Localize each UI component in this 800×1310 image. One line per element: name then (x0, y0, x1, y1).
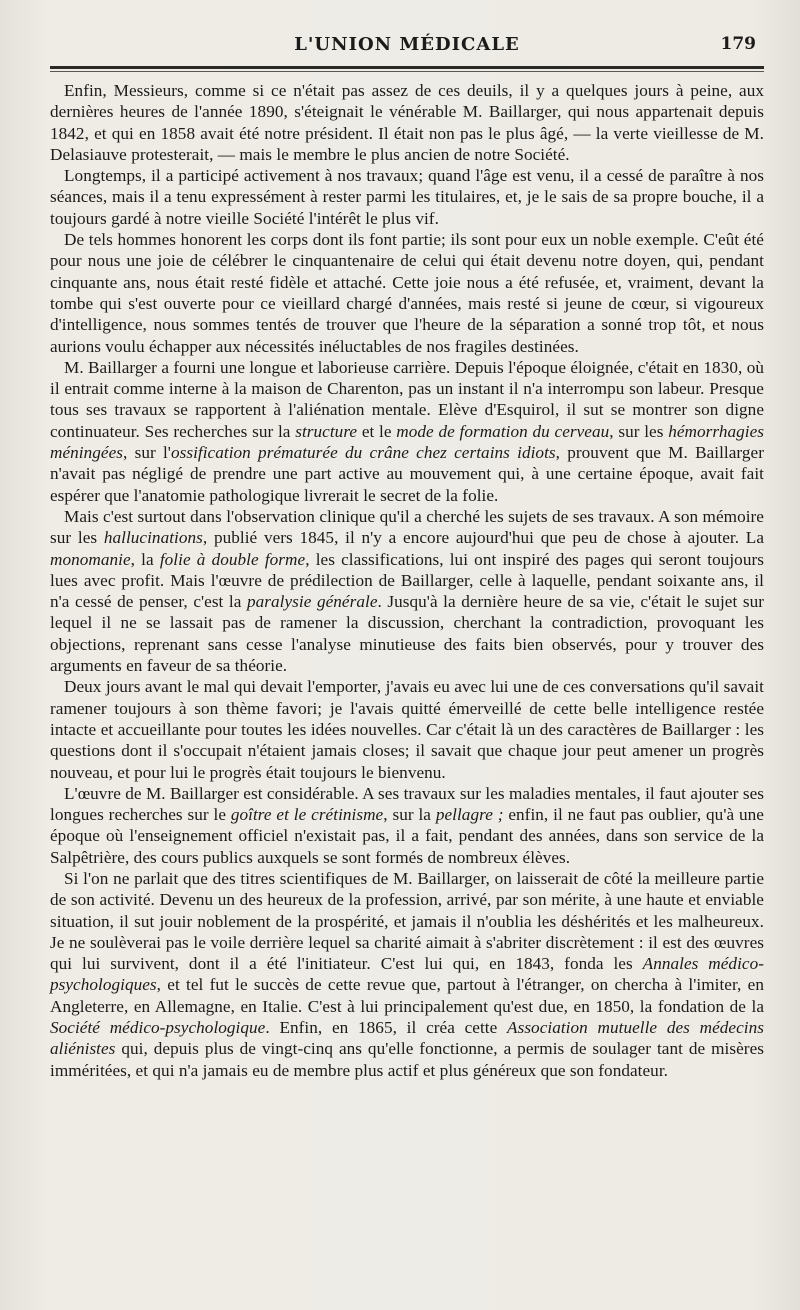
text-run: . Jusqu'à la dernière heure de sa vie, c'était le sujet sur lequel il ne se lassait pas de ramener la discussion, cherchant la contradiction, provoquant les objections, reprenant sans cesse l'analyse minutieuse des faits bien observés, pour y trouver des arguments en faveur de sa théorie. (50, 592, 765, 676)
paragraph (50, 80, 764, 165)
page-number: 179 (720, 34, 756, 54)
italic-text: hallucinations (103, 528, 203, 548)
italic-text: mode de formation du cerveau (396, 421, 610, 441)
italic-text: hémorrhagies méningées (50, 421, 764, 463)
header-rule (50, 66, 764, 69)
italic-text: structure (295, 421, 358, 441)
text-run: , la (130, 549, 160, 569)
text-run: Mais c'est surtout dans l'observation clinique qu'il a cherché les sujets de ses travaux. A son mémoire sur les (50, 506, 764, 548)
text-run: De tels hommes honorent les corps dont ils font partie; ils sont pour eux un noble exemple. C'eût été pour nous une joie de célébrer le cinquantenaire de celui qui était devenu notre doyen, qui, pendant cinquante ans, nous était resté fidèle et attaché. Cette joie nous a été refusée, et, vraiment, devant la tombe qui s'est ouverte pour ce vieillard chargé d'années, mais resté si jeune de cœur, si vigoureux d'intelligence, nous sommes tentés de trouver que l'heure de la séparation a sonné trop tôt, et nous aurions voulu échapper aux nécessités inéluctables de nos fragiles destinées. (50, 230, 764, 356)
italic-text: ossification prématurée du crâne chez certains idiots (170, 443, 556, 463)
paragraph (50, 868, 764, 1081)
paragraph (50, 357, 764, 506)
text-run: , publié vers 1845, il n'y a encore aujourd'hui que peu de chose à ajouter. La (202, 528, 764, 548)
text-run: , prouvent que M. Baillarger n'avait pas négligé de prendre une part active au mouvement qui, à une certaine époque, avait fait espérer que l'anatomie pathologique livrerait le secret de la folie. (50, 443, 764, 505)
text-run: et le (357, 421, 397, 441)
running-head (50, 30, 764, 62)
text-run: , sur l' (123, 443, 171, 463)
text-run: qui, depuis plus de vingt-cinq ans qu'elle fonctionne, a permis de soulager tant de misères imméritées, et qui n'a jamais eu de membre plus actif et plus généreux que son fondateur. (50, 1039, 764, 1080)
text-run: , sur la (383, 805, 436, 825)
italic-text: pellagre ; (435, 805, 504, 825)
text-run: , les classifications, lui ont inspiré des pages qui seront toujours lues avec profit. Mais l'œuvre de prédilection de Baillarger, celle à laquelle, pendant soixante ans, il n'a cessé de penser, c'est la (50, 549, 764, 612)
text-run: Si l'on ne parlait que des titres scientifiques de M. Baillarger, on laisserait de côté la meilleure partie de son activité. Devenu un des heureux de la profession, arrivé, par son mérite, à une haute et enviable situation, il sut jouir noblement de la prospérité, et jamais il n'oublia les déshérités et les malheureux. Je ne soulèverai pas le voile derrière lequel sa charité aimait à s'abriter discrètement : il est des œuvres qui lui survivent, dont il a été l'initiateur. C'est lui qui, en 1843, fonda les (50, 868, 764, 974)
text-run: M. Baillarger a fourni une longue et laborieuse carrière. Depuis l'époque éloignée, c'était en 1830, où il entrait comme interne à la maison de Charenton, pas un instant il n'a interrompu son labeur. Presque tous ses travaux se rapportent à l'aliénation mentale. Elève d'Esquirol, il sut se montrer son digne continuateur. Ses recherches sur la (50, 357, 764, 441)
italic-text: folie à double forme (159, 549, 306, 569)
article-body (50, 80, 764, 1081)
text-run: Enfin, Messieurs, comme si ce n'était pas assez de ces deuils, il y a quelques jours à peine, aux dernières heures de l'année 1890, s'éteignait le vénérable M. Baillarger, qui nous appartenait depuis 1842, et qui en 1858 avait été notre président. Il était non pas le plus âgé, — la verte vieillesse de M. Delasiauve protesterait, — mais le membre le plus ancien de notre Société. (50, 81, 764, 164)
italic-text: Annales médico-psychologiques (50, 954, 764, 995)
italic-text: goître et le crétinisme (230, 805, 384, 825)
paragraph (50, 783, 764, 868)
journal-title: L'UNION MÉDICALE (294, 34, 520, 55)
paragraph (50, 165, 764, 229)
text-run: enfin, il ne faut pas oublier, qu'à une époque où l'enseignement officiel n'existait pas, il a fait, pendant des années, dans son service de la Salpêtrière, des cours publics auxquels se sont formés de nombreux élèves. (50, 805, 764, 867)
italic-text: paralysie générale (247, 592, 378, 612)
text-run: . Enfin, en 1865, il créa cette (265, 1018, 508, 1038)
paragraph (50, 676, 764, 782)
italic-text: monomanie (50, 549, 131, 569)
text-run: Deux jours avant le mal qui devait l'emporter, j'avais eu avec lui une de ces conversations qu'il savait ramener toujours à son thème favori; je l'avais quitté émerveillé de cette belle intelligence restée intacte et accueillante pour toutes les idées nouvelles. Car c'était là un des caractères de Baillarger : les questions dont il s'occupait n'étaient jamais closes; il savait que chaque jour peut amener un progrès nouveau, et pour lui le progrès était toujours le bienvenu. (50, 677, 764, 782)
paragraph (50, 506, 764, 676)
text-run: , et tel fut le succès de cette revue que, partout à l'étranger, on chercha à l'imiter, en Angleterre, en Allemagne, en Italie. C'est à lui principalement qu'est due, en 1850, la fondation de la (50, 975, 764, 1016)
header-rule-thin (50, 71, 764, 72)
text-run: Longtemps, il a participé activement à nos travaux; quand l'âge est venu, il a cessé de paraître à nos séances, mais il a tenu expressément à rester parmi les titulaires, et, je le sais de sa propre bouche, il a toujours gardé à notre vieille Société l'intérêt le plus vif. (50, 166, 764, 228)
text-run: L'œuvre de M. Baillarger est considérable. A ses travaux sur les maladies mentales, il faut ajouter ses longues recherches sur le (50, 783, 764, 825)
italic-text: Association mutuelle des médecins aliénistes (50, 1018, 764, 1059)
text-run: , sur les (609, 421, 669, 441)
paragraph (50, 229, 764, 357)
italic-text: Société médico-psychologique (50, 1018, 266, 1038)
